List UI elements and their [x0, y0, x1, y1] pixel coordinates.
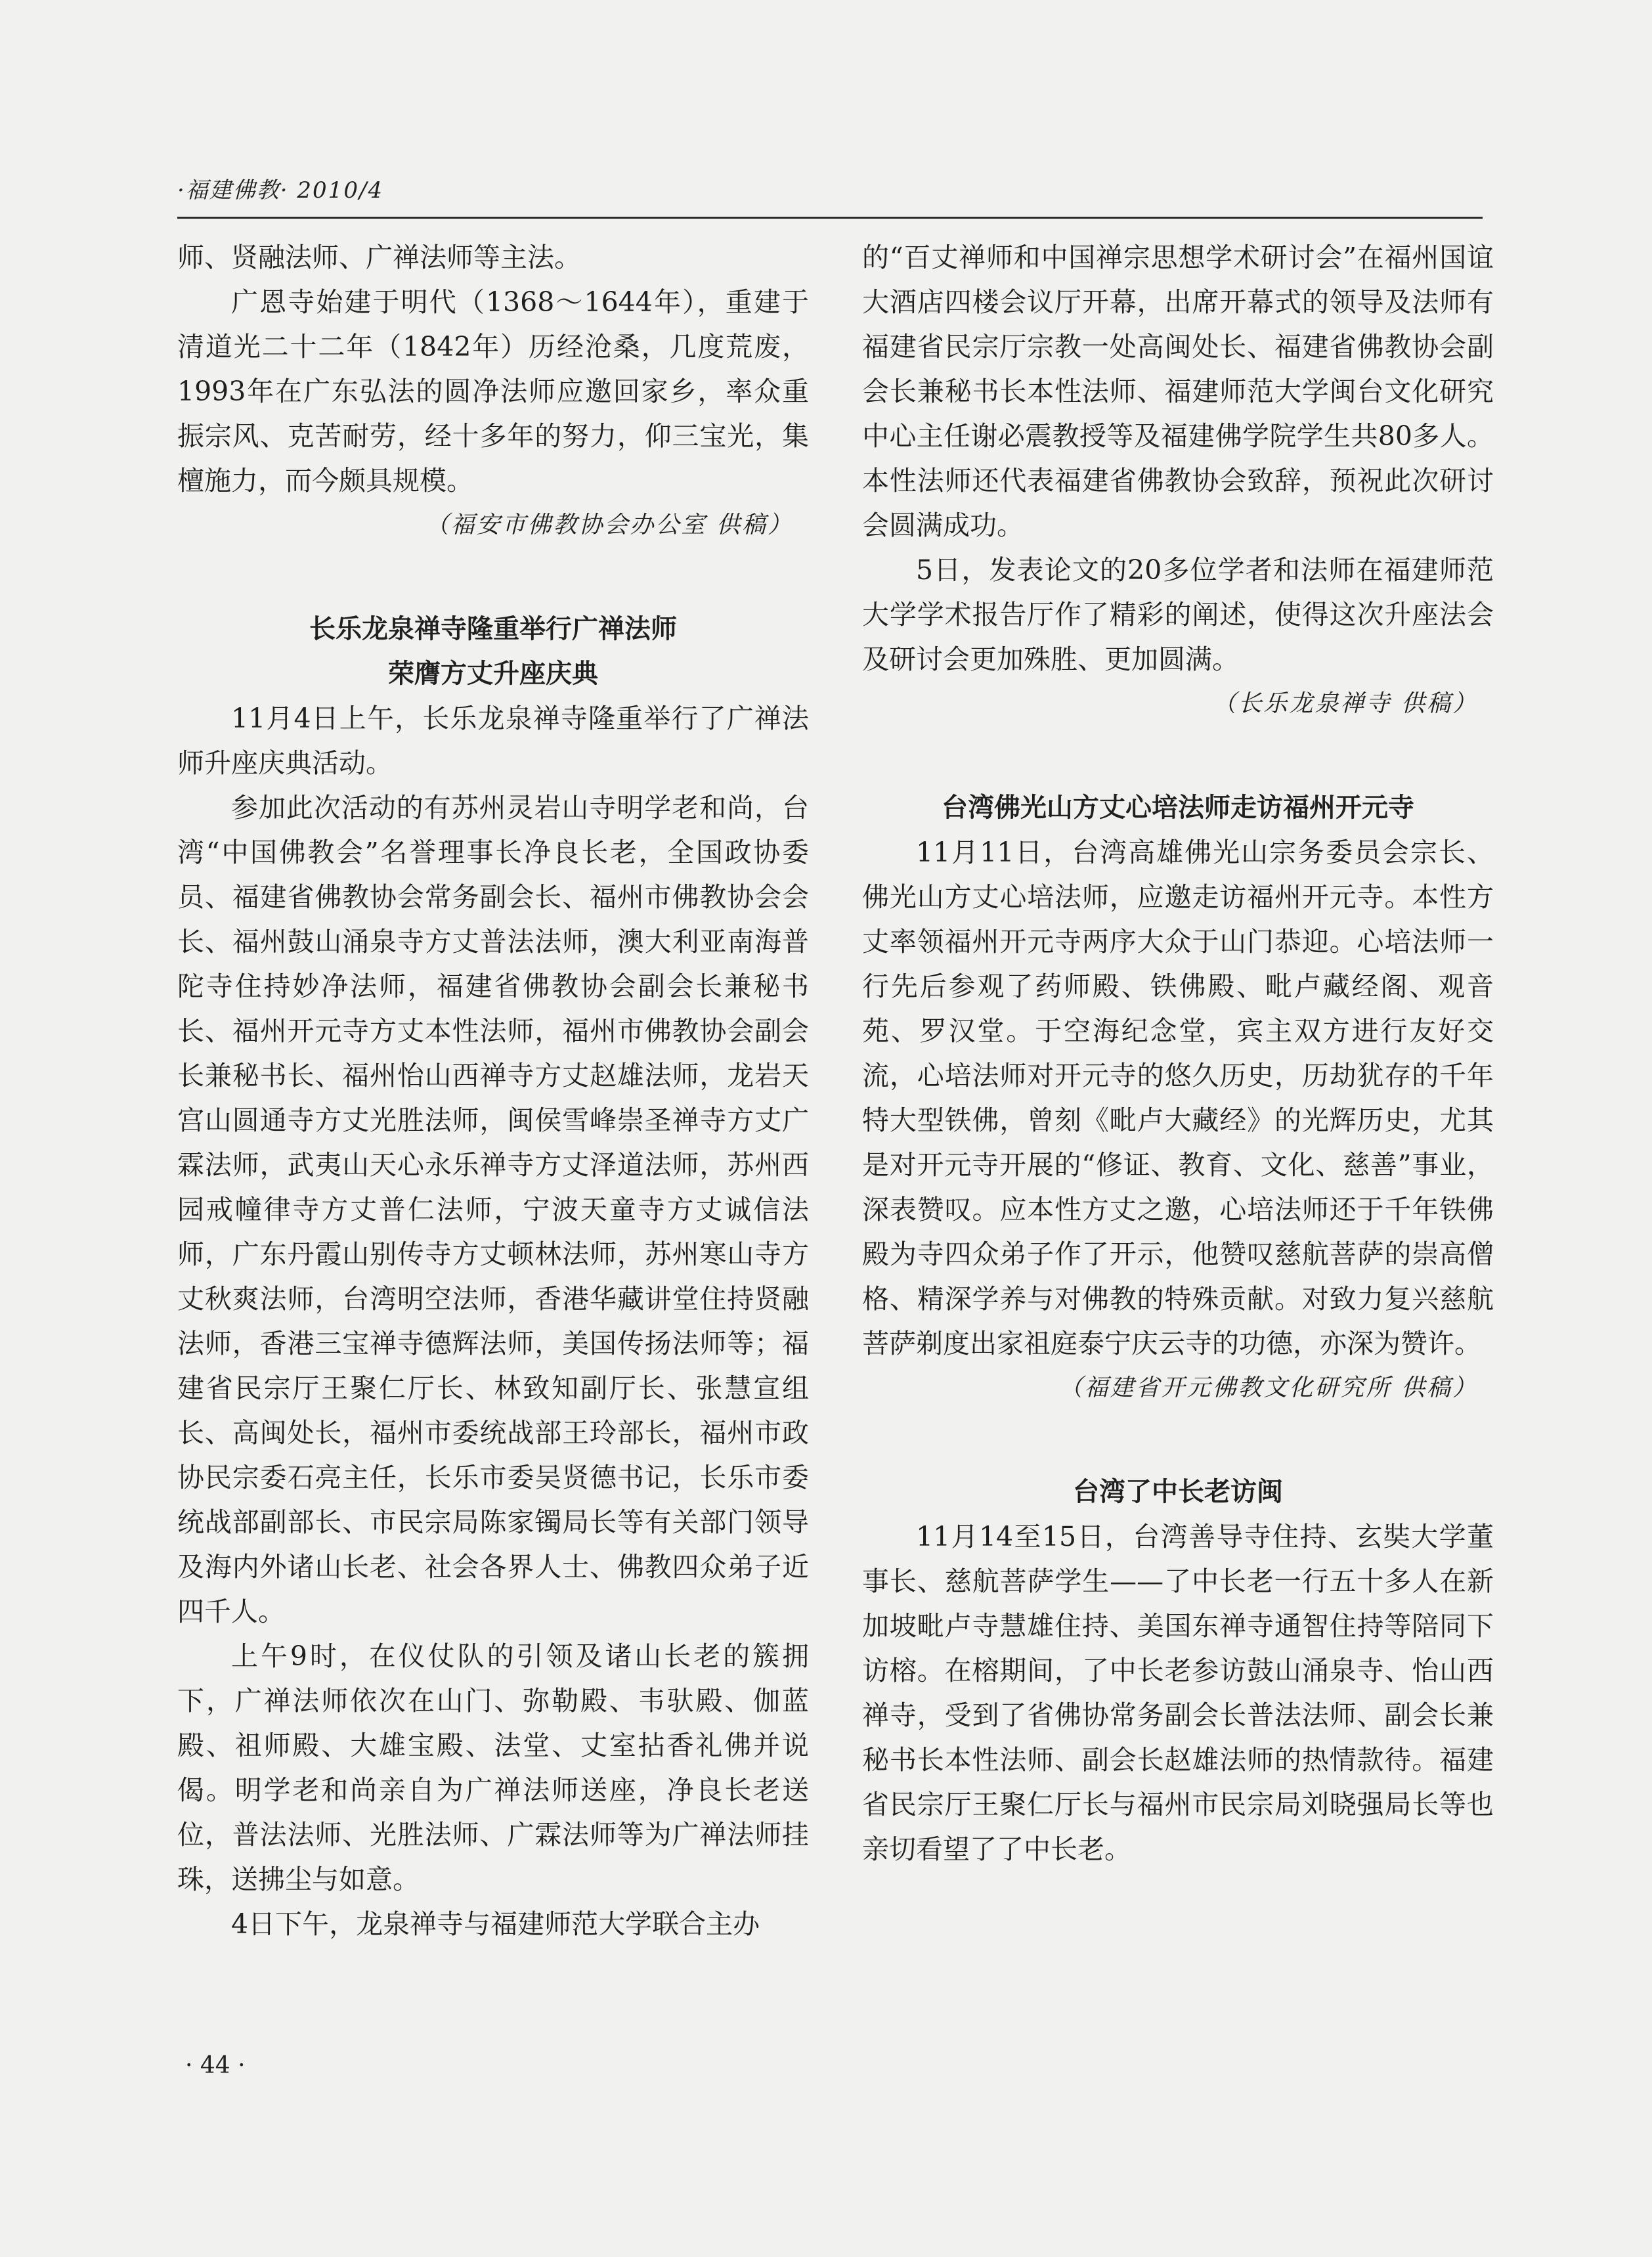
- article-title-liaozhong: 台湾了中长老访闽: [1073, 1477, 1283, 1507]
- paragraph-nov11: 11月11日，台湾高雄佛光山宗务委员会宗长、佛光山方丈心培法师，应邀走访福州开元寺。本性方丈率领福州开元寺两序大众于山门恭迎。心培法师一行先后参观了药师殿、铁佛殿、毗卢藏经阁、观音苑、罗汉堂。于空海纪念堂，宾主双方进行友好交流，心培法师对开元寺的悠久历史，历劫犹存的千年特大型铁佛，曾刻《毗卢大藏经》的光辉历史，尤其是对开元寺开展的“修证、教育、文化、慈善”事业，深表赞叹。应本性方丈之邀，心培法师还于千年铁佛殿为寺四众弟子作了开示，他赞叹慈航菩萨的崇高僧格、精深学养与对佛教的特殊贡献。对致力复兴慈航菩萨剃度出家祖庭泰宁庆云寺的功德，亦深为赞许。: [862, 837, 1494, 1359]
- section-spacer: [862, 726, 1494, 785]
- paragraph-nov14: 11月14至15日，台湾善导寺住持、玄奘大学董事长、慈航菩萨学生——了中长老一行五十多人在新加坡毗卢寺慧雄住持、美国东禅寺通智住持等陪同下访榕。在榕期间，了中长老参访鼓山涌泉寺、怡山西禅寺，受到了省佛协常务副会长普法法师、副会长兼秘书长本性法师、副会长赵雄法师的热情款待。福建省民宗厅王聚仁厅长与福州市民宗局刘晓强局长等也亲切看望了了中长老。: [862, 1521, 1494, 1865]
- right-column: [862, 235, 1494, 1872]
- header-rule: [177, 217, 1483, 219]
- running-header: ·福建佛教· 2010/4: [177, 177, 384, 204]
- paragraph-attendees: 参加此次活动的有苏州灵岩山寺明学老和尚，台湾“中国佛教会”名誉理事长净良长老，全国政协委员、福建省佛教协会常务副会长、福州市佛教协会会长、福州鼓山涌泉寺方丈普法法师，澳大利亚南海普陀寺住持妙净法师，福建省佛教协会副会长兼秘书长、福州开元寺方丈本性法师，福州市佛教协会副会长兼秘书长、福州怡山西禅寺方丈赵雄法师，龙岩天宫山圆通寺方丈光胜法师，闽侯雪峰崇圣禅寺方丈广霖法师，武夷山天心永乐禅寺方丈泽道法师，苏州西园戒幢律寺方丈普仁法师，宁波天童寺方丈诚信法师，广东丹霞山别传寺方丈顿林法师，苏州寒山寺方丈秋爽法师，台湾明空法师，香港华藏讲堂住持贤融法师，香港三宝禅寺德辉法师，美国传扬法师等；福建省民宗厅王聚仁厅长、林致知副厅长、张慧宣组长、高闽处长，福州市委统战部王玲部长，福州市政协民宗委石亮主任，长乐市委吴贤德书记，长乐市委统战部副部长、市民宗局陈家镯局长等有关部门领导及海内外诸山长老、社会各界人士、佛教四众弟子近四千人。: [177, 792, 809, 1627]
- paragraph-5th: 5日，发表论文的20多位学者和法师在福建师范大学学术报告厅作了精彩的阐述，使得这次升座法会及研讨会更加殊胜、更加圆满。: [862, 554, 1494, 675]
- page-number: · 44 ·: [185, 2052, 246, 2079]
- paragraph-nov4: 11月4日上午，长乐龙泉禅寺隆重举行了广禅法师升座庆典活动。: [177, 703, 809, 779]
- credit-kaiyuan: （福建省开元佛教文化研究所 供稿）: [1058, 1374, 1478, 1401]
- paragraph-4pm: 4日下午，龙泉禅寺与福建师范大学联合主办: [231, 1908, 760, 1940]
- section-spacer: [862, 1411, 1494, 1470]
- section-spacer: [177, 548, 809, 607]
- left-column: [177, 235, 809, 1946]
- credit-longquan: （长乐龙泉禅寺 供稿）: [1212, 690, 1478, 717]
- article-title-line-2: 荣膺方丈升座庆典: [388, 659, 598, 689]
- paragraph-continued: 师、贤融法师、广禅法师等主法。: [177, 242, 581, 273]
- article-title-foguangshan: 台湾佛光山方丈心培法师走访福州开元寺: [942, 793, 1414, 823]
- paragraph-guangen-temple: 广恩寺始建于明代（1368～1644年），重建于清道光二十二年（1842年）历经沧桑，几度荒废，1993年在广东弘法的圆净法师应邀回家乡，率众重振宗风、克苦耐劳，经十多年的努力，仰三宝光，集檀施力，而今颇具规模。: [177, 286, 809, 496]
- article-title-line-1: 长乐龙泉禅寺隆重举行广禅法师: [309, 614, 677, 644]
- credit-fuan: （福安市佛教协会办公室 供稿）: [425, 512, 793, 538]
- paragraph-symposium: 的“百丈禅师和中国禅宗思想学术研讨会”在福州国谊大酒店四楼会议厅开幕，出席开幕式的领导及法师有福建省民宗厅宗教一处高闽处长、福建省佛教协会副会长兼秘书长本性法师、福建师范大学闽台文化研究中心主任谢必震教授等及福建佛学院学生共80多人。本性法师还代表福建省佛教协会致辞，预祝此次研讨会圆满成功。: [862, 242, 1494, 541]
- paragraph-9am: 上午9时，在仪仗队的引领及诸山长老的簇拥下，广禅法师依次在山门、弥勒殿、韦驮殿、伽蓝殿、祖师殿、大雄宝殿、法堂、丈室拈香礼佛并说偈。明学老和尚亲自为广禅法师送座，净良长老送位，普法法师、光胜法师、广霖法师等为广禅法师挂珠，送拂尘与如意。: [177, 1640, 809, 1895]
